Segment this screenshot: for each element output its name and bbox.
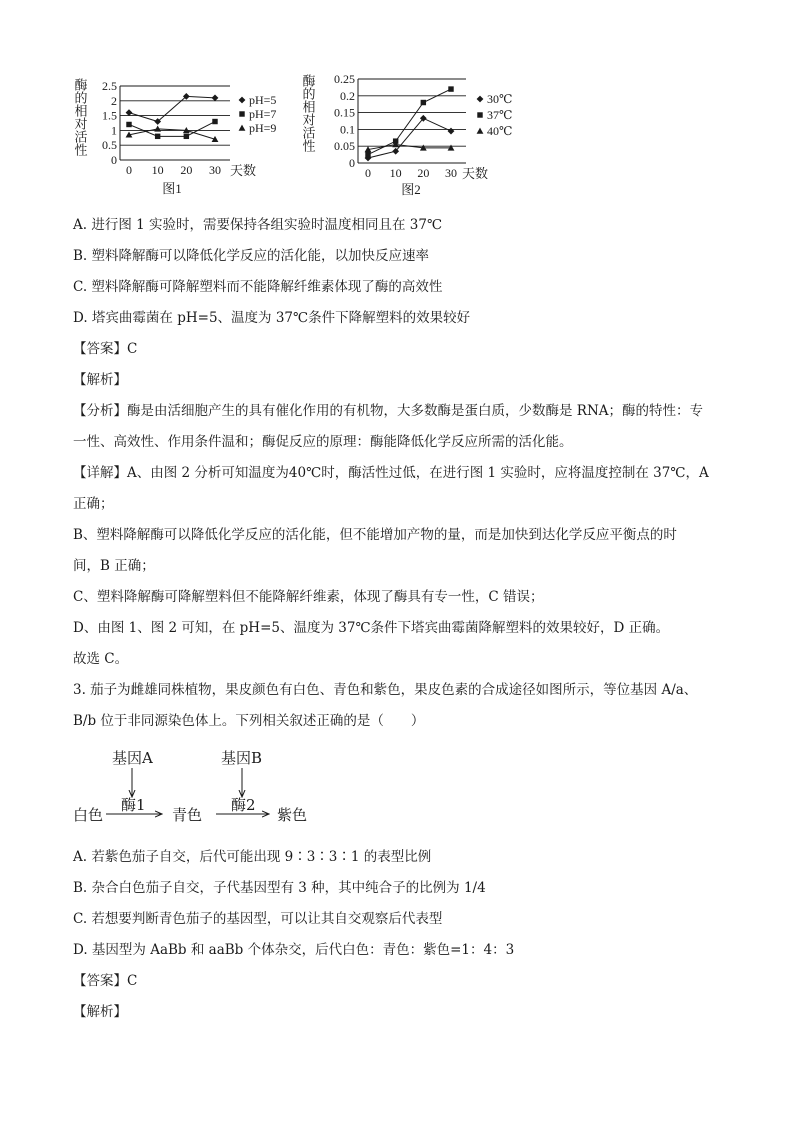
conclusion-text: 故选 C。 [73, 651, 129, 667]
cyan-color-label: 青色 [172, 806, 203, 824]
y-axis-label: 酶的相对活性 [300, 74, 316, 152]
detail-text-3: B、塑料降解酶可以降低化学反应的活化能，但不能增加产物的量，而是加快到达化学反应平衡点的时 [73, 527, 677, 543]
data-point [365, 152, 370, 157]
y-tick-label: 0.25 [334, 72, 355, 86]
data-point [126, 109, 133, 116]
y-tick-label: 0.15 [334, 105, 355, 120]
option-b: B. 塑料降解酶可以降低化学反应的活化能，以加快反应速率 [73, 248, 430, 264]
x-tick-label: 0 [126, 163, 132, 177]
question-3-line-2: B/b 位于非同源染色体上。下列相关叙述正确的是（ ） [73, 713, 425, 729]
y-tick-label: 0.2 [340, 88, 355, 103]
x-tick-label: 0 [365, 166, 371, 180]
answer-label: 【答案】C [73, 341, 138, 357]
detail-text-1: 【详解】A、由图 2 分析可知温度为40℃时，酶活性过低，在进行图 1 实验时，应将温度控制在 37℃，A [73, 465, 709, 481]
detail-text-2: 正确； [73, 496, 114, 512]
detail-text-4: 间，B 正确； [73, 558, 155, 574]
y-tick-label: 0 [111, 153, 117, 167]
analysis-text-1: 【分析】酶是由活细胞产生的具有催化作用的有机物，大多数酶是蛋白质，少数酶是 RNA；酶的特性：专 [73, 403, 704, 419]
x-tick-label: 30 [209, 163, 221, 177]
chart-1 [72, 74, 300, 200]
series-3 [365, 141, 455, 152]
legend-label: pH=9 [249, 121, 277, 135]
legend-label: pH=7 [249, 107, 277, 121]
data-point [421, 100, 426, 105]
analysis-text-2: 一性、高效性、作用条件温和；酶促反应的原理：酶能降低化学反应所需的活化能。 [73, 434, 573, 450]
option-a: A. 进行图 1 实验时，需要保持各组实验时温度相同且在 37℃ [73, 217, 443, 233]
enzyme-2-label: 酶2 [231, 796, 256, 814]
chart-caption: 图2 [401, 182, 421, 197]
data-point [212, 94, 219, 101]
x-tick-label: 20 [180, 163, 193, 177]
y-tick-label: 2 [111, 93, 117, 108]
detail-text-5: C、塑料降解酶可降解塑料但不能降解纤维素，体现了酶具有专一性，C 错误； [73, 589, 544, 605]
q3-option-d: D. 基因型为 AaBb 和 aaBb 个体杂交，后代白色：青色：紫色=1：4：3 [73, 942, 515, 958]
q3-option-c: C. 若想要判断青色茄子的基因型，可以让其自交观察后代表型 [73, 911, 443, 927]
y-tick-label: 2.5 [102, 79, 117, 93]
data-point [155, 134, 160, 139]
x-axis-label: 天数 [462, 166, 489, 181]
x-tick-label: 10 [389, 166, 402, 180]
y-tick-label: 1.5 [102, 108, 117, 123]
y-tick-label: 0 [349, 156, 355, 170]
series-line [368, 89, 451, 155]
data-point [448, 128, 455, 135]
data-point [184, 134, 189, 139]
analysis-label: 【解析】 [73, 372, 127, 388]
legend-marker [477, 96, 484, 103]
x-tick-label: 30 [445, 166, 457, 180]
chart-2 [300, 68, 515, 198]
y-tick-label: 1 [111, 123, 117, 138]
q3-answer-label: 【答案】C [73, 973, 138, 989]
y-tick-label: 0.05 [334, 139, 355, 154]
option-d: D. 塔宾曲霉菌在 pH=5、温度为 37℃条件下降解塑料的效果较好 [73, 310, 471, 326]
legend-label: pH=5 [249, 93, 277, 107]
gene-b-label: 基因B [221, 749, 263, 767]
series-line [368, 118, 451, 158]
data-point [448, 86, 453, 91]
series-line [129, 122, 215, 137]
white-color-label: 白色 [73, 806, 104, 824]
legend-label: 30℃ [487, 92, 513, 106]
gene-a-label: 基因A [112, 749, 153, 767]
detail-text-6: D、由图 1、图 2 可知，在 pH=5、温度为 37℃条件下塔宾曲霉菌降解塑料的效果较好，D 正确。 [73, 620, 670, 636]
legend-marker [477, 128, 484, 134]
pigment-pathway-diagram [70, 742, 330, 832]
series-3 [126, 126, 219, 142]
enzyme-1-label: 酶1 [121, 796, 146, 814]
data-point [212, 119, 217, 124]
x-axis-label: 天数 [230, 163, 257, 178]
legend-marker [239, 111, 244, 116]
legend-label: 40℃ [487, 124, 513, 138]
q3-analysis-label: 【解析】 [73, 1004, 127, 1020]
q3-option-b: B. 杂合白色茄子自交，子代基因型有 3 种，其中纯合子的比例为 1/4 [73, 880, 486, 896]
y-tick-label: 0.1 [340, 122, 355, 137]
purple-color-label: 紫色 [277, 806, 308, 824]
legend-marker [239, 125, 246, 131]
series-line [129, 96, 215, 121]
legend-marker [477, 112, 482, 117]
question-3-line-1: 3. 茄子为雌雄同株植物，果皮颜色有白色、青色和紫色，果皮色素的合成途径如图所示，等位基因 A/a、 [73, 682, 698, 698]
q3-option-a: A. 若紫色茄子自交，后代可能出现 9∶3∶3∶1 的表型比例 [73, 849, 432, 865]
y-axis-label: 酶的相对活性 [72, 78, 88, 156]
y-tick-label: 0.5 [102, 138, 117, 153]
legend-label: 37℃ [487, 108, 513, 122]
chart-caption: 图1 [162, 181, 182, 196]
data-point [126, 122, 131, 127]
series-1 [126, 93, 219, 125]
x-tick-label: 10 [151, 163, 164, 177]
legend-marker [239, 97, 246, 104]
option-c: C. 塑料降解酶可降解塑料而不能降解纤维素体现了酶的高效性 [73, 279, 443, 295]
x-tick-label: 20 [417, 166, 430, 180]
